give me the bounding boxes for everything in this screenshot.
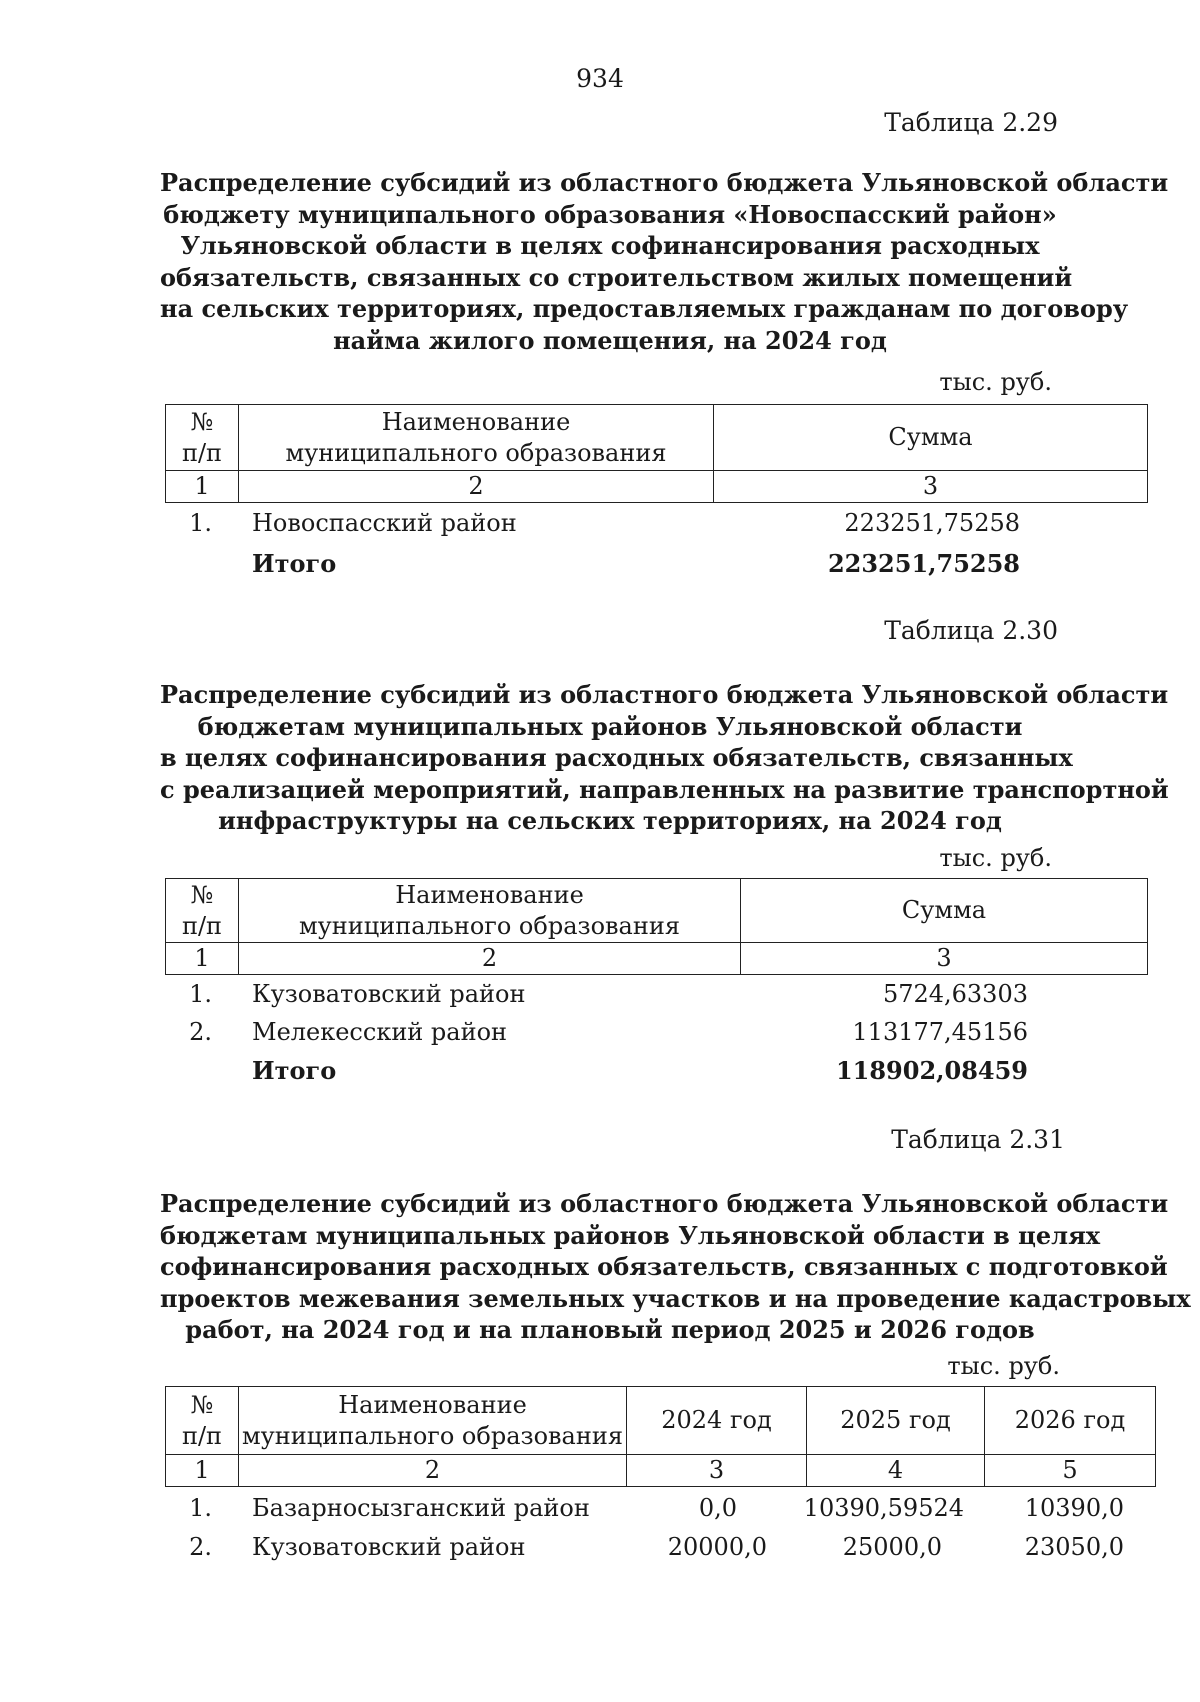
header-sum: Сумма: [741, 879, 1148, 943]
header-name-line: муниципального образования: [285, 438, 667, 467]
table-label: Таблица 2.29: [884, 108, 1058, 137]
row-2026: 10390,0: [1024, 1494, 1124, 1522]
col-number: 1: [166, 943, 239, 975]
row-sum: 223251,75258: [844, 509, 1020, 537]
table-row: [0, 980, 1200, 1014]
header-name-line: Наименование: [338, 1390, 527, 1419]
header-name-line: муниципального образования: [242, 1421, 623, 1450]
row-name: Кузоватовский район: [252, 1533, 526, 1561]
unit-label: тыс. руб.: [939, 368, 1052, 396]
header-no-line: №: [190, 880, 214, 909]
table-title: [160, 1188, 1191, 1346]
col-number: 1: [166, 471, 239, 503]
unit-label: тыс. руб.: [939, 844, 1052, 872]
row-name: Мелекесский район: [252, 1018, 508, 1046]
row-2024: 20000,0: [667, 1533, 767, 1561]
col-number: 4: [807, 1455, 985, 1487]
row-name: Кузоватовский район: [252, 980, 526, 1008]
row-no: 2.: [189, 1533, 212, 1561]
title-line: в целях софинансирования расходных обязательств, связанных: [160, 743, 1073, 772]
table-header: [165, 404, 1148, 503]
total-sum: 118902,08459: [835, 1056, 1028, 1085]
row-name: Базарносызганский район: [252, 1494, 590, 1522]
table-title: [160, 167, 1169, 356]
header-no-line: п/п: [181, 1421, 223, 1450]
table-title: [160, 679, 1169, 837]
header-name-line: муниципального образования: [299, 911, 680, 940]
header-no-line: п/п: [181, 911, 223, 940]
total-sum: 223251,75258: [827, 549, 1020, 578]
header-no: [166, 405, 239, 471]
col-number: 2: [239, 1455, 627, 1487]
table-row: [0, 1494, 1200, 1528]
page-number: 934: [576, 64, 624, 93]
title-line: работ, на 2024 год и на плановый период 2025 и 2026 годов: [185, 1315, 1035, 1344]
table-header: [165, 1386, 1156, 1487]
row-name: Новоспасский район: [252, 509, 517, 537]
header-no-line: №: [190, 407, 214, 436]
row-sum: 113177,45156: [852, 1018, 1028, 1046]
header-name: [239, 405, 714, 471]
row-no: 1.: [189, 509, 212, 537]
header-sum: Сумма: [714, 405, 1148, 471]
total-label: Итого: [252, 549, 337, 578]
row-2025: 25000,0: [842, 1533, 942, 1561]
row-sum: 5724,63303: [882, 980, 1028, 1008]
header-name-line: Наименование: [395, 880, 584, 909]
row-2025: 10390,59524: [803, 1494, 964, 1522]
table-label: Таблица 2.30: [884, 616, 1058, 645]
title-line: инфраструктуры на сельских территориях, на 2024 год: [218, 806, 1002, 835]
title-line: Распределение субсидий из областного бюджета Ульяновской области: [160, 168, 1169, 197]
title-line: Распределение субсидий из областного бюджета Ульяновской области: [160, 1189, 1169, 1218]
title-line: обязательств, связанных со строительством жилых помещений: [160, 262, 1073, 292]
title-line: софинансирования расходных обязательств, связанных с подготовкой: [160, 1252, 1168, 1281]
col-number: 3: [741, 943, 1148, 975]
table-row: [0, 509, 1200, 543]
title-line: бюджету муниципального образования «Новоспасский район»: [163, 199, 1057, 229]
col-number: 3: [714, 471, 1148, 503]
header-name: [239, 879, 741, 943]
header-name-line: Наименование: [381, 407, 571, 436]
title-line: с реализацией мероприятий, направленных на развитие транспортной: [160, 774, 1169, 804]
header-no: [166, 1387, 239, 1455]
row-2024: 0,0: [698, 1494, 737, 1522]
header-year-2025: 2025 год: [807, 1387, 985, 1455]
table-row: [0, 1018, 1200, 1052]
header-no: [166, 879, 239, 943]
table-label: Таблица 2.31: [891, 1125, 1065, 1154]
title-line: на сельских территориях, предоставляемых гражданам по договору: [160, 294, 1129, 323]
header-no-line: №: [190, 1390, 214, 1419]
header-no-line: п/п: [181, 438, 223, 467]
title-line: бюджетам муниципальных районов Ульяновской области в целях: [160, 1220, 1101, 1250]
title-line: Ульяновской области в целях софинансирования расходных: [180, 231, 1040, 260]
header-year-2026: 2026 год: [985, 1387, 1156, 1455]
col-number: 5: [985, 1455, 1156, 1487]
total-row: [0, 549, 1200, 583]
title-line: проектов межевания земельных участков и на проведение кадастровых: [160, 1283, 1191, 1313]
title-line: Распределение субсидий из областного бюджета Ульяновской области: [160, 680, 1169, 709]
header-year-2024: 2024 год: [627, 1387, 807, 1455]
row-no: 1.: [189, 980, 212, 1008]
col-number: 2: [239, 471, 714, 503]
header-name: [239, 1387, 627, 1455]
title-line: бюджетам муниципальных районов Ульяновской области: [197, 711, 1023, 741]
row-no: 1.: [189, 1494, 212, 1522]
row-2026: 23050,0: [1024, 1533, 1124, 1561]
row-no: 2.: [189, 1018, 212, 1046]
col-number: 2: [239, 943, 741, 975]
title-line: найма жилого помещения, на 2024 год: [333, 325, 887, 355]
table-row: [0, 1533, 1200, 1567]
col-number: 1: [166, 1455, 239, 1487]
table-header: [165, 878, 1148, 975]
col-number: 3: [627, 1455, 807, 1487]
unit-label: тыс. руб.: [947, 1352, 1060, 1380]
total-row: [0, 1056, 1200, 1090]
total-label: Итого: [252, 1056, 337, 1085]
